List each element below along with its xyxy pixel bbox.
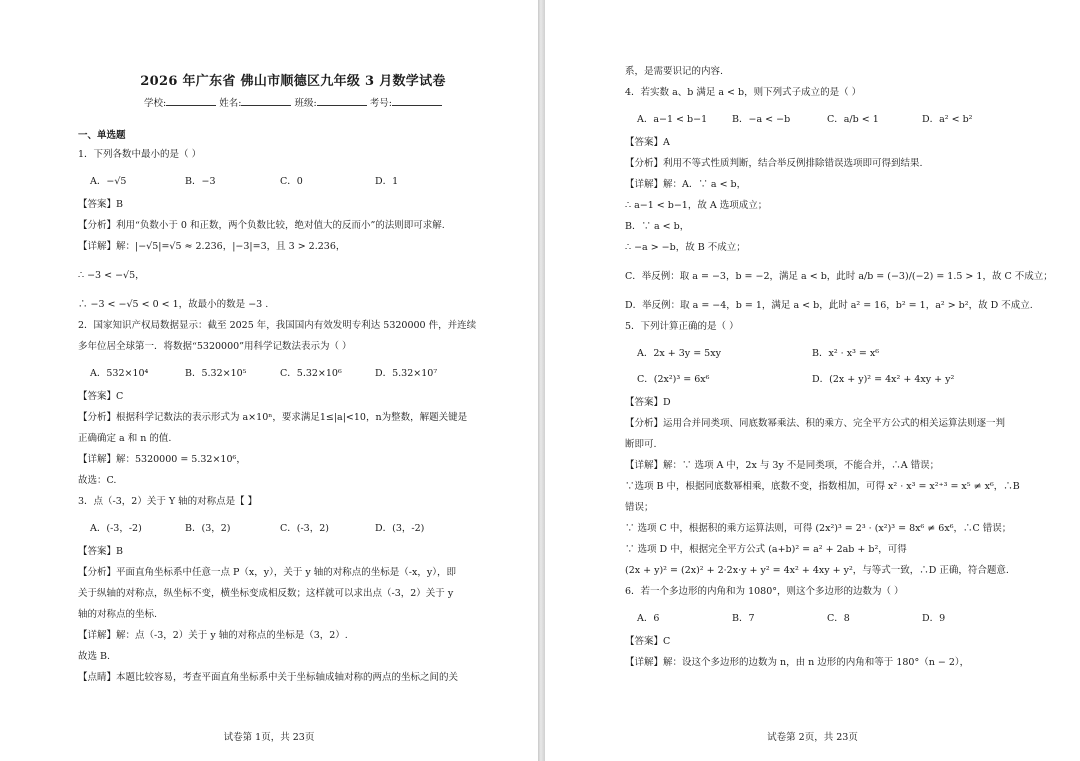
q4-line1: ∴ a−1 < b−1，故 A 选项成立； [625,200,768,211]
q5-line2: 错误； [625,502,654,513]
q4-analysis: 【分析】利用不等式性质判断，结合举反例排除错误选项即可得到结果. [625,158,923,169]
q1-step2: ∴ −3 < −√5 < 0 < 1，故最小的数是 −3 . [78,299,269,310]
q3-option-a: A．(-3，-2) [90,523,142,534]
q2-analysis-line2: 正确确定 a 和 n 的值. [78,433,172,444]
q5-line5: (2x + y)² = (2x)² + 2·2x·y + y² = 4x² + 4xy + y²，与等式一致，∴D 正确，符合题意. [625,565,1009,576]
q4-option-b: B．−a < −b [732,114,791,125]
q5-line4: ∵ 选项 D 中，根据完全平方公式 (a+b)² = a² + 2ab + b²，可得 [625,544,907,555]
q3-comment: 【点睛】本题比较容易，考查平面直角坐标系中关于坐标轴成轴对称的两点的坐标之间的关 [78,672,459,683]
exam-no-blank [392,96,442,106]
q5-options-row1 [637,345,1025,359]
page-footer: 试卷第 1页，共 23页 [223,732,315,743]
q6-answer: 【答案】C [625,636,671,647]
class-label: 班级: [294,98,317,109]
q5-options-row2 [637,371,1025,385]
q5-option-a: A．2x + 3y = 5xy [637,348,721,359]
q2-options [90,365,508,379]
q5-line1: ∵选项 B 中，根据同底数幂相乘，底数不变，指数相加，可得 x² · x³ = x²⁺³ = x⁵ ≠ x⁶，∴B [625,481,1020,492]
q4-line2: B．∵ a < b， [625,221,690,232]
name-blank [241,96,291,106]
q4-line5: D．举反例：取 a = −4，b = 1，满足 a < b，此时 a² = 16，b² = 1，a² > b²，故 D 不成立. [625,300,1033,311]
q1-stem: 1．下列各数中最小的是（ ） [78,149,202,160]
q4-option-c: C．a/b < 1 [827,114,879,125]
q1-option-d: D．1 [375,176,399,187]
q3-analysis-line3: 轴的对称点的坐标. [78,609,158,620]
q3-stem: 3．点（-3，2）关于 Y 轴的对称点是【 】 [78,496,258,507]
exam-no-label: 考号: [369,98,392,109]
q5-option-c: C．(2x²)³ = 6x⁶ [637,374,710,385]
q3-option-c: C．(-3，2) [280,523,329,534]
q4-stem: 4．若实数 a、b 满足 a < b，则下列式子成立的是（ ） [625,87,862,98]
q6-options [637,610,1025,624]
q6-option-b: B．7 [732,613,755,624]
q4-option-d: D．a² < b² [922,114,973,125]
q3-options [90,520,508,534]
q3-option-d: D．(3，-2) [375,523,425,534]
school-blank [166,96,216,106]
q3-answer: 【答案】B [78,546,123,557]
q1-step1: ∴ −3 < −√5， [78,270,145,281]
q1-answer: 【答案】B [78,199,123,210]
q4-option-a: A．a−1 < b−1 [637,114,708,125]
q5-answer: 【答案】D [625,397,671,408]
q4-options [637,111,1025,125]
continued-text: 系，是需要识记的内容. [625,66,724,77]
q1-option-a: A．−√5 [90,176,127,187]
q5-option-d: D．(2x + y)² = 4x² + 4xy + y² [812,374,955,385]
q2-stem-line2: 多年位居全球第一．将数据“5320000”用科学记数法表示为（ ） [78,341,352,352]
q4-line3: ∴ −a > −b，故 B 不成立； [625,242,746,253]
q5-option-b: B．x² · x³ = x⁶ [812,348,880,359]
q3-analysis-line1: 【分析】平面直角坐标系中任意一点 P（x，y），关于 y 轴的对称点的坐标是（-x，y），即 [78,567,456,578]
q6-option-c: C．8 [827,613,850,624]
page-gutter [538,0,545,761]
q6-detail: 【详解】解：设这个多边形的边数为 n，由 n 边形的内角和等于 180°（n − 2）， [625,657,970,668]
page-footer: 试卷第 2页，共 23页 [767,732,858,743]
q3-option-b: B．(3，2) [185,523,231,534]
q3-analysis-line2: 关于纵轴的对称点，纵坐标不变，横坐标变成相反数；这样就可以求出点（-3，2）关于 y [78,588,454,599]
q1-detail: 【详解】解：|−√5|=√5 ≈ 2.236，|−3|=3，且 3 > 2.236， [78,241,346,252]
q2-option-a: A．532×10⁴ [90,368,149,379]
q1-options [90,173,508,187]
q6-option-a: A．6 [637,613,660,624]
q1-option-c: C．0 [280,176,303,187]
page-title: 2026 年广东省 佛山市顺德区九年级 3 月数学试卷 [140,74,446,89]
section-heading: 一、单选题 [78,130,126,141]
q3-pick: 故选 B. [78,651,111,662]
q6-option-d: D．9 [922,613,946,624]
student-info [78,95,508,109]
exam-page-2 [545,0,1080,761]
q5-analysis-line2: 断即可. [625,439,657,450]
q2-detail: 【详解】解：5320000 = 5.32×10⁶， [78,454,246,465]
q2-stem-line1: 2．国家知识产权局数据显示：截至 2025 年，我国国内有效发明专利达 5320000 件，并连续 [78,320,477,331]
q1-option-b: B．−3 [185,176,216,187]
q3-detail: 【详解】解：点（-3，2）关于 y 轴的对称点的坐标是（3，2）. [78,630,348,641]
class-blank [317,96,367,106]
q5-detail: 【详解】解：∵ 选项 A 中，2x 与 3y 不是同类项，不能合并，∴A 错误； [625,460,940,471]
q5-line3: ∵ 选项 C 中，根据积的乘方运算法则，可得 (2x²)³ = 2³ · (x²)³ = 8x⁶ ≠ 6x⁶，∴C 错误； [625,523,1012,534]
school-label: 学校: [144,98,167,109]
q4-detail: 【详解】解：A．∵ a < b， [625,179,747,190]
q2-answer: 【答案】C [78,391,124,402]
q4-line4: C．举反例：取 a = −3，b = −2，满足 a < b，此时 a/b = (−3)/(−2) = 1.5 > 1，故 C 不成立； [625,271,1053,282]
q2-analysis-line1: 【分析】根据科学记数法的表示形式为 a×10ⁿ，要求满足1≤|a|<10，n为整数，解题关键是 [78,412,468,423]
name-label: 姓名: [219,98,242,109]
q2-option-c: C．5.32×10⁶ [280,368,342,379]
q2-option-b: B．5.32×10⁵ [185,368,247,379]
q2-option-d: D．5.32×10⁷ [375,368,438,379]
q5-analysis-line1: 【分析】运用合并同类项、同底数幂乘法、积的乘方、完全平方公式的相关运算法则逐一判 [625,418,1006,429]
q1-analysis: 【分析】利用“负数小于 0 和正数，两个负数比较，绝对值大的反而小”的法则即可求解. [78,220,445,231]
q2-pick: 故选：C. [78,475,117,486]
q6-stem: 6．若一个多边形的内角和为 1080°，则这个多边形的边数为（ ） [625,586,904,597]
exam-page-1 [0,0,538,761]
q4-answer: 【答案】A [625,137,670,148]
q5-stem: 5．下列计算正确的是（ ） [625,321,739,332]
